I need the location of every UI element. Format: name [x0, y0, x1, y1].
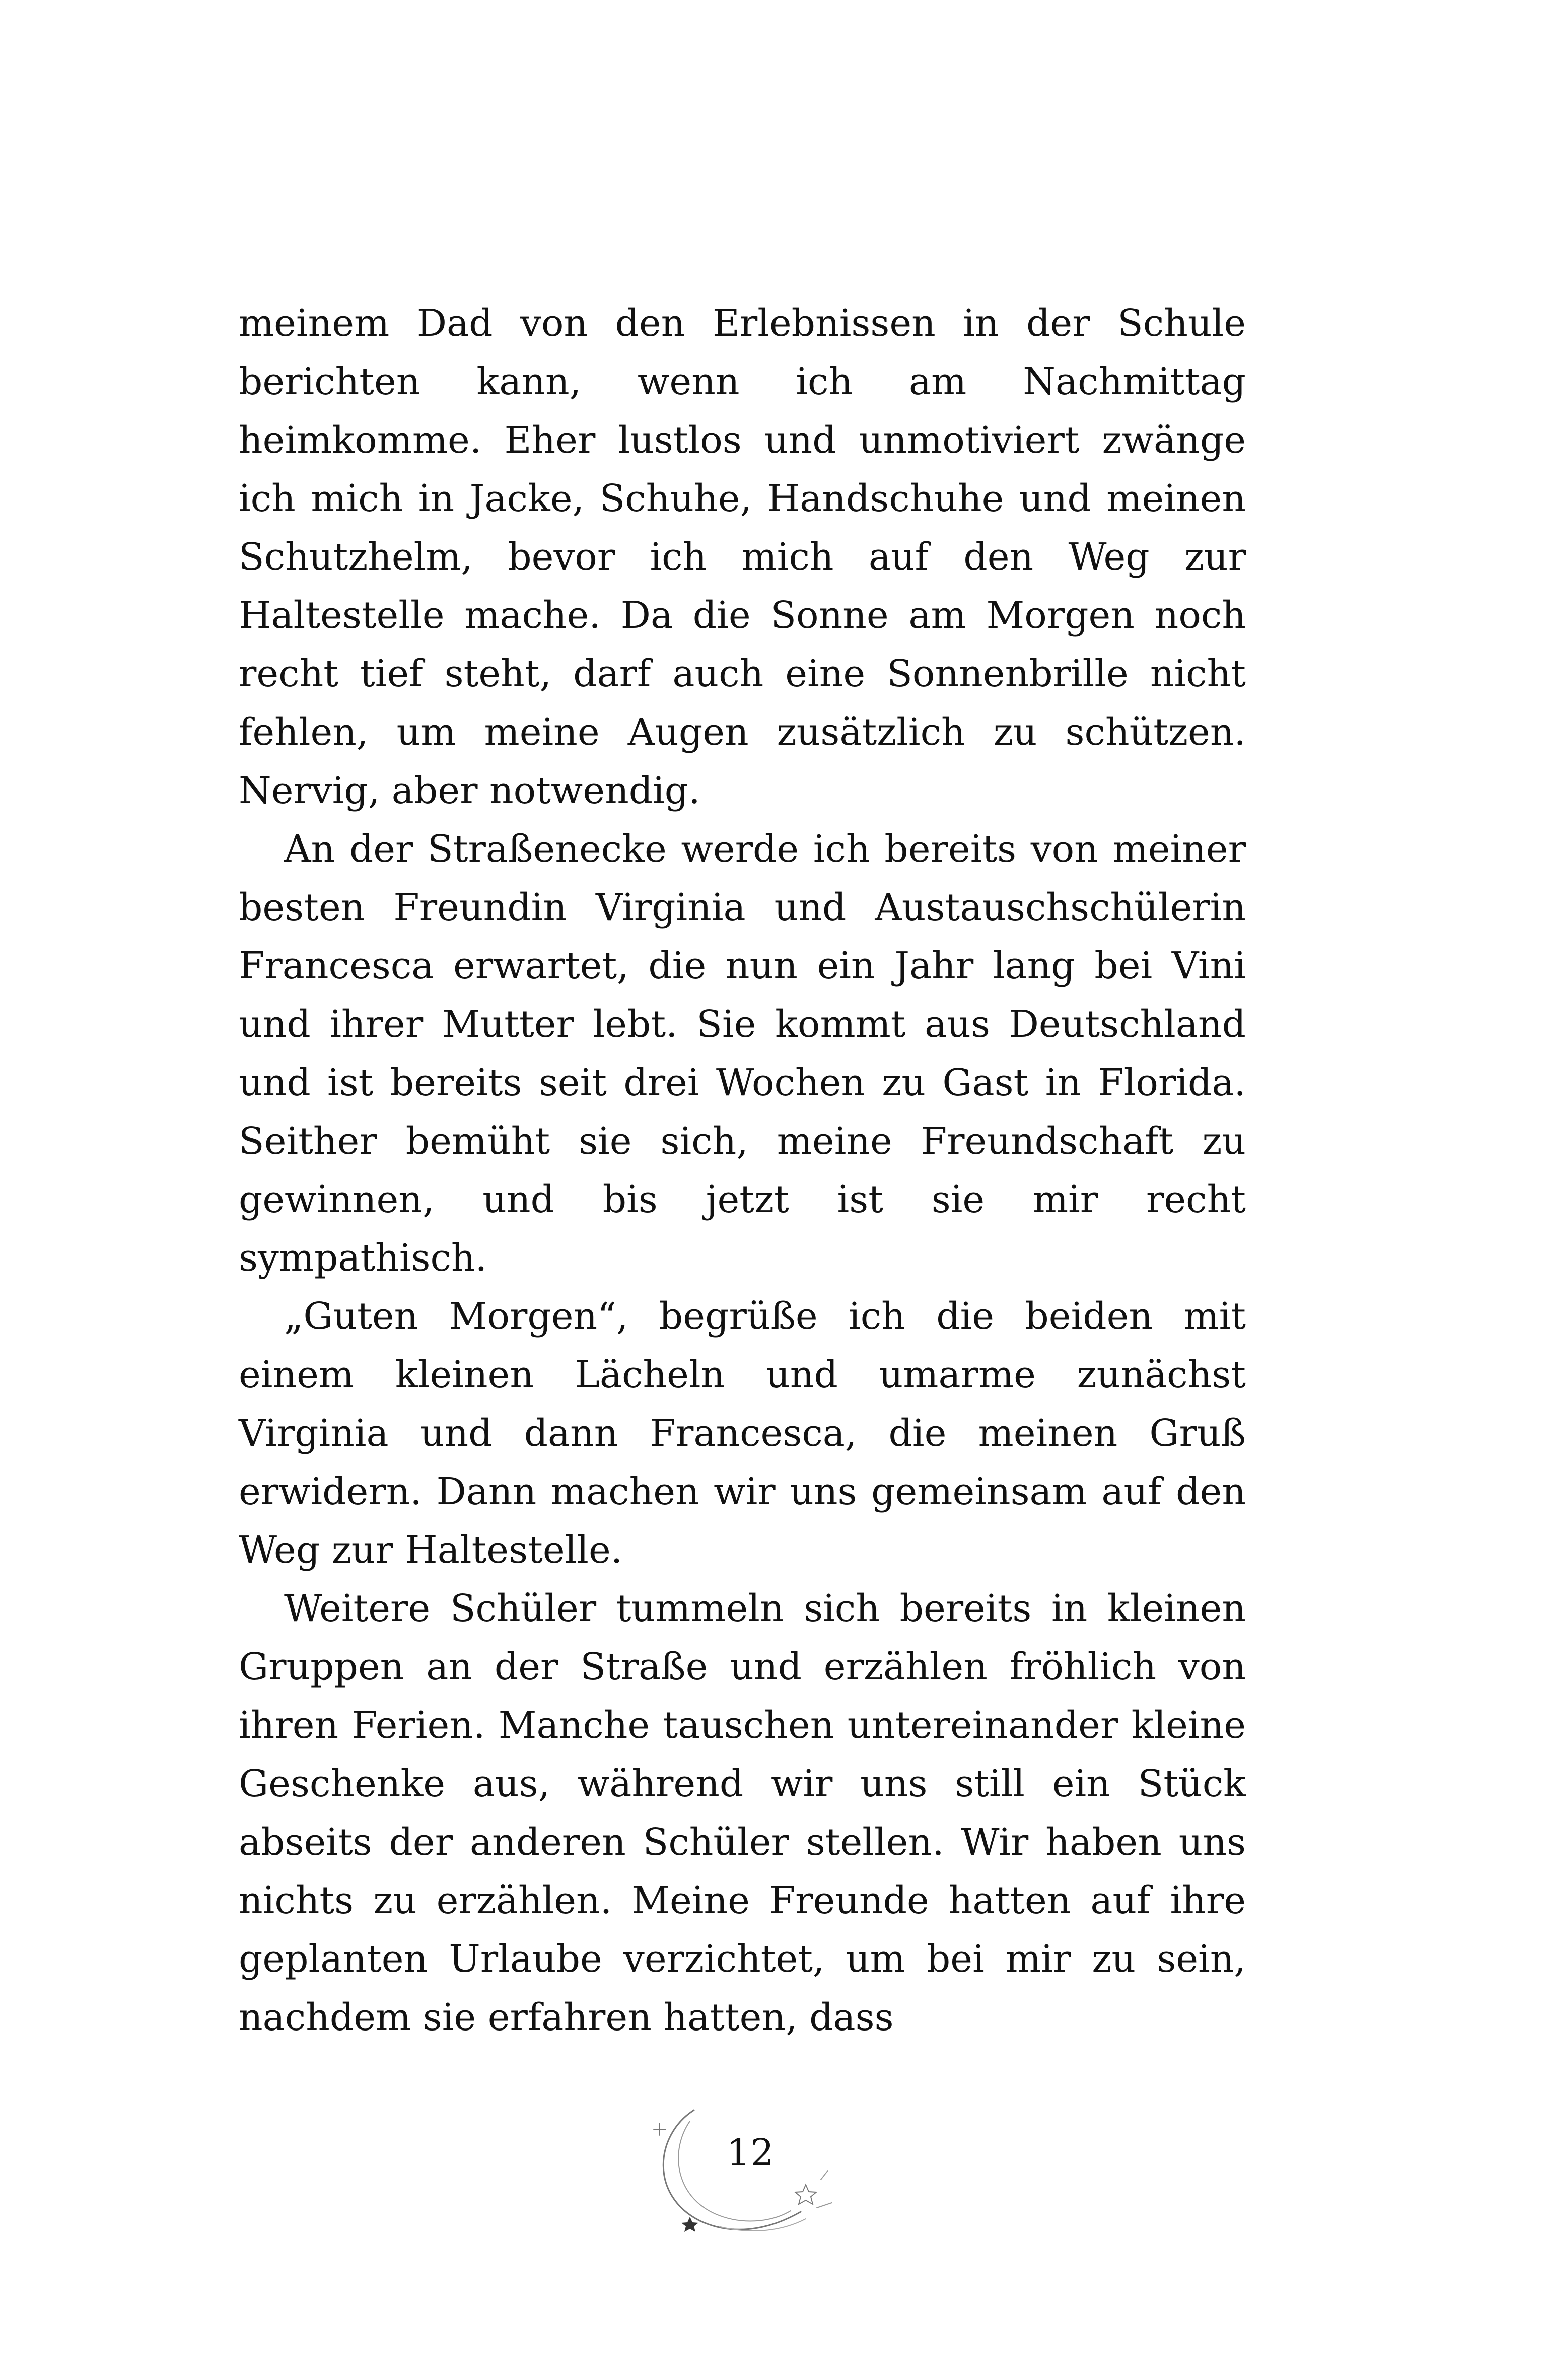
page-number: 12 [726, 2131, 775, 2175]
paragraph-1: meinem Dad von den Erlebnissen in der Schule berichten kann, wenn ich am Nachmittag heimkomme. Eher lustlos und unmotiviert zwänge ich mich in Jacke, Schuhe, Handschuhe und meinen Schutzhelm, bevor ich mich auf den Weg zur Haltestelle mache. Da die Sonne am Morgen noch recht tief steht, darf auch eine Sonnenbrille nicht fehlen, um meine Augen zusätzlich zu schützen. Nervig, aber notwendig. [239, 302, 1246, 812]
body-text [239, 294, 1246, 2047]
paragraph-4: Weitere Schüler tummeln sich bereits in kleinen Gruppen an der Straße und erzählen fröhlich von ihren Ferien. Manche tauschen untereinander kleine Geschenke aus, während wir uns still ein Stück abseits der anderen Schüler stellen. Wir haben uns nichts zu erzählen. Meine Freunde hatten auf ihre geplanten Urlaube verzichtet, um bei mir zu sein, nachdem sie erfahren hatten, dass [239, 1587, 1246, 2039]
page-folio [640, 2100, 851, 2241]
paragraph-2: An der Straßenecke werde ich bereits von meiner besten Freundin Virginia und Austauschschülerin Francesca erwartet, die nun ein Jahr lang bei Vini und ihrer Mutter lebt. Sie kommt aus Deutschland und ist bereits seit drei Wochen zu Gast in Florida. Seither bemüht sie sich, meine Freundschaft zu gewinnen, und bis jetzt ist sie mir recht sympathisch. [239, 827, 1246, 1280]
paragraph-3: „Guten Morgen“, begrüße ich die beiden mit einem kleinen Lächeln und umarme zunächst Virginia und dann Francesca, die meinen Gruß erwidern. Dann machen wir uns gemeinsam auf den Weg zur Haltestelle. [239, 1295, 1246, 1572]
